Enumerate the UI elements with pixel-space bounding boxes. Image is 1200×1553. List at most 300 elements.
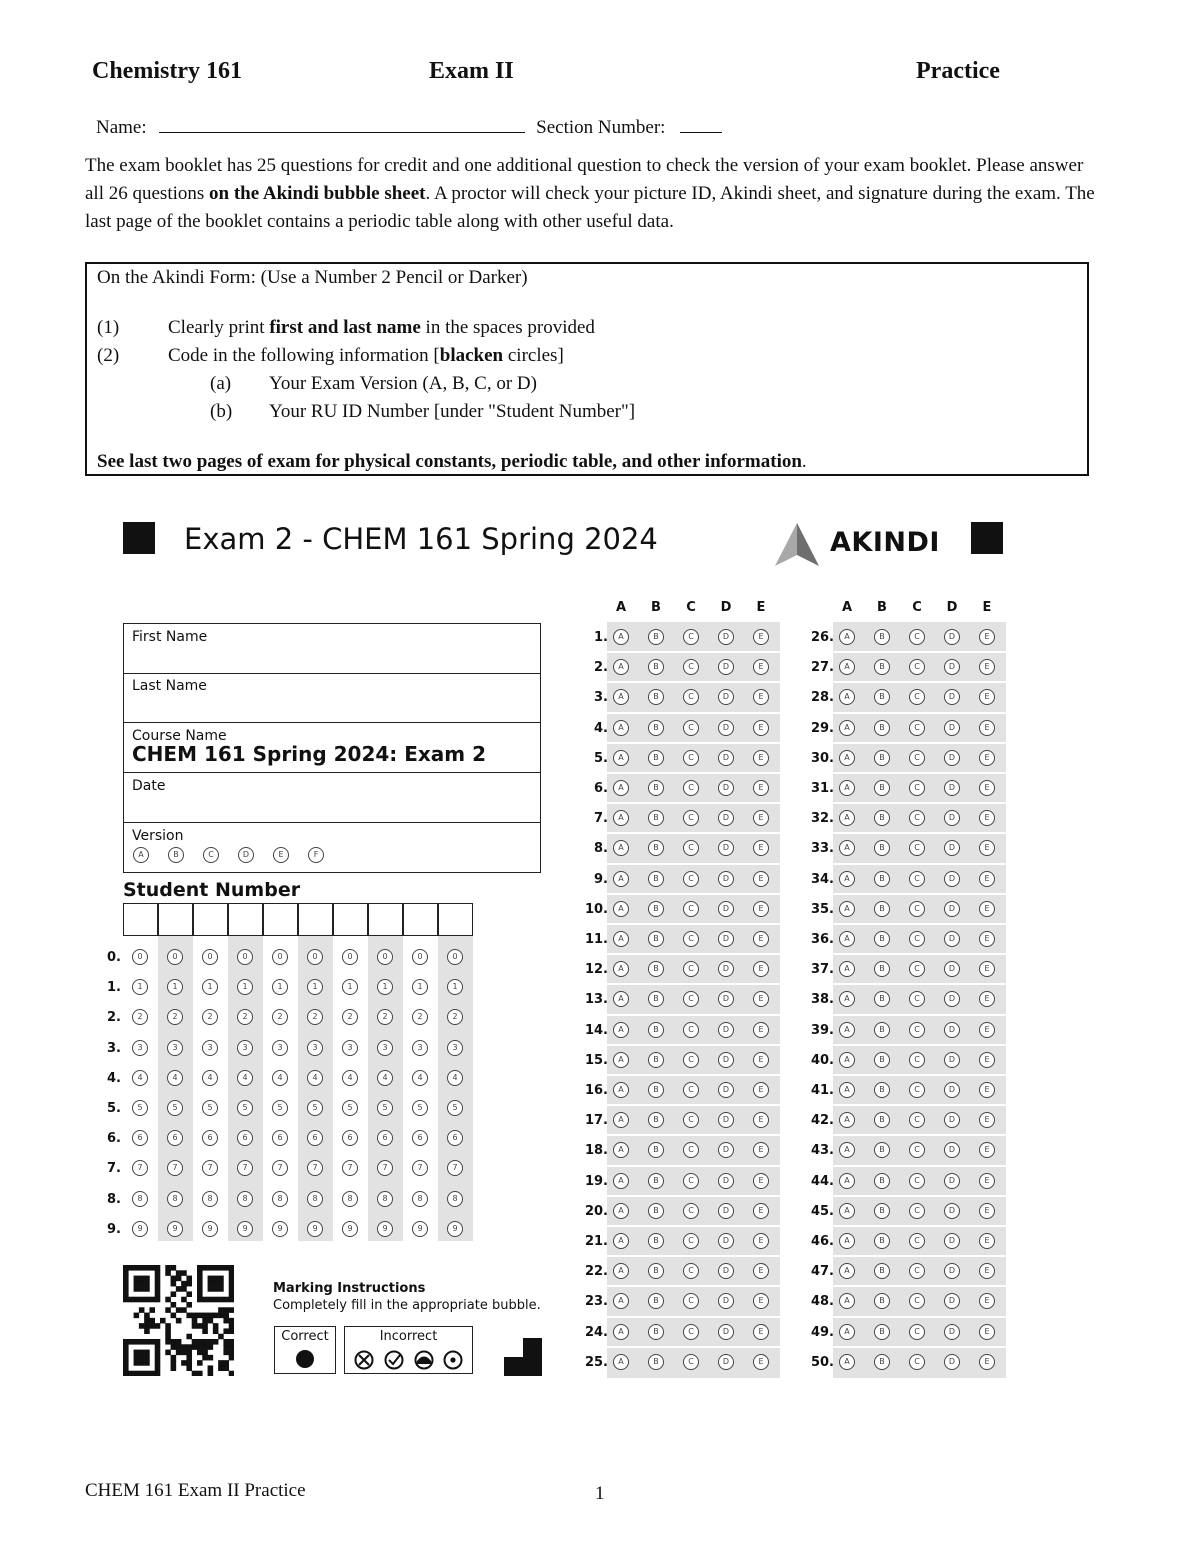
answer-bubble[interactable]: A [839, 659, 855, 675]
digit-bubble[interactable]: 6 [447, 1130, 463, 1146]
student-number-box[interactable] [368, 903, 403, 936]
answer-bubble[interactable]: D [718, 871, 734, 887]
answer-bubble[interactable]: B [874, 659, 890, 675]
digit-bubble[interactable]: 4 [237, 1070, 253, 1086]
answer-bubble[interactable]: C [909, 659, 925, 675]
answer-bubble[interactable]: A [839, 961, 855, 977]
answer-bubble[interactable]: C [683, 991, 699, 1007]
answer-bubble[interactable]: E [979, 780, 995, 796]
answer-bubble[interactable]: D [718, 689, 734, 705]
answer-bubble[interactable]: A [613, 1354, 629, 1370]
answer-bubble[interactable]: A [839, 780, 855, 796]
digit-bubble[interactable]: 6 [202, 1130, 218, 1146]
digit-bubble[interactable]: 3 [447, 1040, 463, 1056]
answer-bubble[interactable]: C [909, 961, 925, 977]
digit-bubble[interactable]: 4 [342, 1070, 358, 1086]
digit-bubble[interactable]: 0 [237, 949, 253, 965]
student-number-box[interactable] [403, 903, 438, 936]
answer-bubble[interactable]: A [839, 1203, 855, 1219]
answer-bubble[interactable]: E [753, 1233, 769, 1249]
answer-bubble[interactable]: D [944, 1233, 960, 1249]
answer-bubble[interactable]: B [648, 629, 664, 645]
answer-bubble[interactable]: D [718, 810, 734, 826]
answer-bubble[interactable]: D [944, 991, 960, 1007]
digit-bubble[interactable]: 3 [132, 1040, 148, 1056]
digit-bubble[interactable]: 9 [272, 1221, 288, 1237]
version-bubble[interactable]: D [238, 847, 254, 863]
student-number-box[interactable] [228, 903, 263, 936]
answer-bubble[interactable]: A [613, 931, 629, 947]
answer-bubble[interactable]: B [648, 840, 664, 856]
answer-bubble[interactable]: A [839, 1142, 855, 1158]
answer-bubble[interactable]: B [648, 1173, 664, 1189]
answer-bubble[interactable]: D [944, 1173, 960, 1189]
answer-bubble[interactable]: D [718, 1052, 734, 1068]
student-number-box[interactable] [333, 903, 368, 936]
answer-bubble[interactable]: B [648, 689, 664, 705]
answer-bubble[interactable]: E [979, 750, 995, 766]
answer-bubble[interactable]: C [909, 1324, 925, 1340]
answer-bubble[interactable]: C [909, 901, 925, 917]
answer-bubble[interactable]: B [648, 871, 664, 887]
digit-bubble[interactable]: 8 [447, 1191, 463, 1207]
answer-bubble[interactable]: E [979, 1263, 995, 1279]
digit-bubble[interactable]: 2 [307, 1009, 323, 1025]
answer-bubble[interactable]: E [753, 1173, 769, 1189]
digit-bubble[interactable]: 9 [447, 1221, 463, 1237]
answer-bubble[interactable]: A [613, 1203, 629, 1219]
answer-bubble[interactable]: B [874, 780, 890, 796]
answer-bubble[interactable]: D [718, 1263, 734, 1279]
answer-bubble[interactable]: E [979, 931, 995, 947]
digit-bubble[interactable]: 5 [307, 1100, 323, 1116]
digit-bubble[interactable]: 0 [412, 949, 428, 965]
answer-bubble[interactable]: E [753, 1354, 769, 1370]
answer-bubble[interactable]: C [909, 871, 925, 887]
digit-bubble[interactable]: 1 [342, 979, 358, 995]
answer-bubble[interactable]: A [839, 1112, 855, 1128]
answer-bubble[interactable]: D [718, 901, 734, 917]
answer-bubble[interactable]: B [648, 931, 664, 947]
digit-bubble[interactable]: 5 [342, 1100, 358, 1116]
answer-bubble[interactable]: C [683, 1022, 699, 1038]
answer-bubble[interactable]: D [718, 720, 734, 736]
answer-bubble[interactable]: A [839, 871, 855, 887]
answer-bubble[interactable]: E [979, 840, 995, 856]
answer-bubble[interactable]: A [839, 991, 855, 1007]
answer-bubble[interactable]: D [718, 1112, 734, 1128]
answer-bubble[interactable]: B [648, 1082, 664, 1098]
answer-bubble[interactable]: D [944, 659, 960, 675]
version-bubble[interactable]: F [308, 847, 324, 863]
answer-bubble[interactable]: C [683, 810, 699, 826]
answer-bubble[interactable]: B [648, 1022, 664, 1038]
student-number-box[interactable] [298, 903, 333, 936]
digit-bubble[interactable]: 2 [237, 1009, 253, 1025]
answer-bubble[interactable]: D [718, 1233, 734, 1249]
digit-bubble[interactable]: 5 [132, 1100, 148, 1116]
digit-bubble[interactable]: 9 [237, 1221, 253, 1237]
answer-bubble[interactable]: E [753, 1142, 769, 1158]
answer-bubble[interactable]: B [874, 961, 890, 977]
answer-bubble[interactable]: E [753, 961, 769, 977]
student-number-box[interactable] [193, 903, 228, 936]
answer-bubble[interactable]: B [648, 991, 664, 1007]
digit-bubble[interactable]: 1 [377, 979, 393, 995]
digit-bubble[interactable]: 9 [342, 1221, 358, 1237]
answer-bubble[interactable]: D [944, 1203, 960, 1219]
answer-bubble[interactable]: C [909, 1354, 925, 1370]
answer-bubble[interactable]: D [718, 629, 734, 645]
section-blank[interactable] [680, 116, 722, 133]
digit-bubble[interactable]: 6 [342, 1130, 358, 1146]
digit-bubble[interactable]: 3 [167, 1040, 183, 1056]
answer-bubble[interactable]: D [944, 1263, 960, 1279]
answer-bubble[interactable]: B [874, 901, 890, 917]
field-first-name[interactable] [123, 623, 541, 674]
answer-bubble[interactable]: C [683, 689, 699, 705]
digit-bubble[interactable]: 9 [202, 1221, 218, 1237]
answer-bubble[interactable]: C [683, 1112, 699, 1128]
digit-bubble[interactable]: 3 [412, 1040, 428, 1056]
digit-bubble[interactable]: 1 [132, 979, 148, 995]
answer-bubble[interactable]: A [839, 810, 855, 826]
digit-bubble[interactable]: 4 [132, 1070, 148, 1086]
digit-bubble[interactable]: 2 [272, 1009, 288, 1025]
digit-bubble[interactable]: 7 [412, 1160, 428, 1176]
answer-bubble[interactable]: E [979, 1142, 995, 1158]
answer-bubble[interactable]: D [718, 1142, 734, 1158]
digit-bubble[interactable]: 1 [202, 979, 218, 995]
answer-bubble[interactable]: B [874, 1324, 890, 1340]
answer-bubble[interactable]: C [683, 1173, 699, 1189]
digit-bubble[interactable]: 8 [307, 1191, 323, 1207]
answer-bubble[interactable]: D [718, 750, 734, 766]
answer-bubble[interactable]: C [909, 1082, 925, 1098]
answer-bubble[interactable]: B [648, 1052, 664, 1068]
answer-bubble[interactable]: E [979, 1354, 995, 1370]
digit-bubble[interactable]: 2 [202, 1009, 218, 1025]
answer-bubble[interactable]: B [874, 991, 890, 1007]
digit-bubble[interactable]: 9 [412, 1221, 428, 1237]
digit-bubble[interactable]: 7 [447, 1160, 463, 1176]
digit-bubble[interactable]: 7 [202, 1160, 218, 1176]
answer-bubble[interactable]: A [613, 1112, 629, 1128]
digit-bubble[interactable]: 4 [202, 1070, 218, 1086]
version-bubble[interactable]: C [203, 847, 219, 863]
answer-bubble[interactable]: E [753, 659, 769, 675]
student-number-box[interactable] [263, 903, 298, 936]
answer-bubble[interactable]: A [613, 901, 629, 917]
answer-bubble[interactable]: D [944, 629, 960, 645]
answer-bubble[interactable]: B [874, 840, 890, 856]
digit-bubble[interactable]: 1 [272, 979, 288, 995]
answer-bubble[interactable]: E [753, 991, 769, 1007]
answer-bubble[interactable]: E [753, 1324, 769, 1340]
digit-bubble[interactable]: 8 [342, 1191, 358, 1207]
answer-bubble[interactable]: A [839, 1293, 855, 1309]
answer-bubble[interactable]: E [979, 1173, 995, 1189]
answer-bubble[interactable]: A [613, 689, 629, 705]
answer-bubble[interactable]: C [909, 840, 925, 856]
digit-bubble[interactable]: 6 [377, 1130, 393, 1146]
answer-bubble[interactable]: D [944, 1142, 960, 1158]
answer-bubble[interactable]: B [648, 901, 664, 917]
answer-bubble[interactable]: A [839, 1082, 855, 1098]
answer-bubble[interactable]: A [613, 1233, 629, 1249]
answer-bubble[interactable]: A [839, 1173, 855, 1189]
digit-bubble[interactable]: 7 [307, 1160, 323, 1176]
answer-bubble[interactable]: D [718, 1293, 734, 1309]
digit-bubble[interactable]: 0 [167, 949, 183, 965]
name-blank[interactable] [159, 116, 525, 133]
answer-bubble[interactable]: A [839, 901, 855, 917]
digit-bubble[interactable]: 3 [307, 1040, 323, 1056]
digit-bubble[interactable]: 5 [272, 1100, 288, 1116]
answer-bubble[interactable]: E [753, 780, 769, 796]
answer-bubble[interactable]: A [613, 750, 629, 766]
answer-bubble[interactable]: D [718, 1082, 734, 1098]
student-number-box[interactable] [123, 903, 158, 936]
digit-bubble[interactable]: 3 [237, 1040, 253, 1056]
answer-bubble[interactable]: B [874, 1173, 890, 1189]
answer-bubble[interactable]: B [648, 961, 664, 977]
answer-bubble[interactable]: E [753, 750, 769, 766]
answer-bubble[interactable]: A [613, 1263, 629, 1279]
answer-bubble[interactable]: B [874, 1142, 890, 1158]
digit-bubble[interactable]: 6 [237, 1130, 253, 1146]
answer-bubble[interactable]: C [909, 1142, 925, 1158]
answer-bubble[interactable]: C [909, 750, 925, 766]
answer-bubble[interactable]: D [944, 1293, 960, 1309]
digit-bubble[interactable]: 0 [377, 949, 393, 965]
version-bubble[interactable]: B [168, 847, 184, 863]
answer-bubble[interactable]: B [648, 810, 664, 826]
answer-bubble[interactable]: B [648, 720, 664, 736]
answer-bubble[interactable]: E [979, 1203, 995, 1219]
answer-bubble[interactable]: C [683, 720, 699, 736]
answer-bubble[interactable]: C [683, 931, 699, 947]
digit-bubble[interactable]: 5 [412, 1100, 428, 1116]
answer-bubble[interactable]: A [613, 1324, 629, 1340]
answer-bubble[interactable]: A [613, 629, 629, 645]
answer-bubble[interactable]: B [874, 1112, 890, 1128]
version-bubble[interactable]: A [133, 847, 149, 863]
digit-bubble[interactable]: 2 [167, 1009, 183, 1025]
answer-bubble[interactable]: A [613, 1052, 629, 1068]
answer-bubble[interactable]: D [944, 689, 960, 705]
answer-bubble[interactable]: C [909, 1263, 925, 1279]
answer-bubble[interactable]: D [944, 810, 960, 826]
answer-bubble[interactable]: B [874, 720, 890, 736]
field-course-name[interactable] [123, 723, 541, 773]
digit-bubble[interactable]: 2 [342, 1009, 358, 1025]
digit-bubble[interactable]: 7 [237, 1160, 253, 1176]
digit-bubble[interactable]: 7 [167, 1160, 183, 1176]
digit-bubble[interactable]: 1 [412, 979, 428, 995]
answer-bubble[interactable]: A [613, 871, 629, 887]
answer-bubble[interactable]: C [683, 659, 699, 675]
digit-bubble[interactable]: 4 [377, 1070, 393, 1086]
field-date[interactable] [123, 773, 541, 823]
answer-bubble[interactable]: C [909, 1052, 925, 1068]
answer-bubble[interactable]: C [683, 1324, 699, 1340]
digit-bubble[interactable]: 6 [412, 1130, 428, 1146]
answer-bubble[interactable]: B [648, 1203, 664, 1219]
answer-bubble[interactable]: C [909, 1233, 925, 1249]
digit-bubble[interactable]: 1 [307, 979, 323, 995]
digit-bubble[interactable]: 8 [167, 1191, 183, 1207]
answer-bubble[interactable]: A [839, 689, 855, 705]
answer-bubble[interactable]: B [874, 871, 890, 887]
answer-bubble[interactable]: D [944, 1112, 960, 1128]
digit-bubble[interactable]: 3 [272, 1040, 288, 1056]
answer-bubble[interactable]: C [909, 720, 925, 736]
answer-bubble[interactable]: D [718, 1173, 734, 1189]
answer-bubble[interactable]: A [613, 810, 629, 826]
digit-bubble[interactable]: 2 [412, 1009, 428, 1025]
answer-bubble[interactable]: A [839, 1324, 855, 1340]
digit-bubble[interactable]: 9 [377, 1221, 393, 1237]
answer-bubble[interactable]: D [944, 931, 960, 947]
answer-bubble[interactable]: E [753, 689, 769, 705]
answer-bubble[interactable]: B [648, 1263, 664, 1279]
answer-bubble[interactable]: E [753, 1082, 769, 1098]
answer-bubble[interactable]: D [718, 1324, 734, 1340]
digit-bubble[interactable]: 8 [237, 1191, 253, 1207]
answer-bubble[interactable]: C [909, 1293, 925, 1309]
answer-bubble[interactable]: E [753, 840, 769, 856]
answer-bubble[interactable]: E [753, 1022, 769, 1038]
answer-bubble[interactable]: C [909, 1112, 925, 1128]
version-bubble[interactable]: E [273, 847, 289, 863]
answer-bubble[interactable]: A [613, 659, 629, 675]
answer-bubble[interactable]: E [979, 720, 995, 736]
answer-bubble[interactable]: A [839, 931, 855, 947]
answer-bubble[interactable]: D [944, 750, 960, 766]
digit-bubble[interactable]: 0 [307, 949, 323, 965]
answer-bubble[interactable]: B [874, 1082, 890, 1098]
answer-bubble[interactable]: D [718, 1022, 734, 1038]
answer-bubble[interactable]: C [909, 991, 925, 1007]
answer-bubble[interactable]: A [839, 629, 855, 645]
answer-bubble[interactable]: D [718, 659, 734, 675]
answer-bubble[interactable]: A [839, 1233, 855, 1249]
answer-bubble[interactable]: A [839, 840, 855, 856]
answer-bubble[interactable]: D [944, 961, 960, 977]
answer-bubble[interactable]: B [648, 1233, 664, 1249]
answer-bubble[interactable]: C [909, 1022, 925, 1038]
digit-bubble[interactable]: 7 [342, 1160, 358, 1176]
answer-bubble[interactable]: E [753, 871, 769, 887]
answer-bubble[interactable]: D [718, 1354, 734, 1370]
answer-bubble[interactable]: B [648, 750, 664, 766]
answer-bubble[interactable]: B [874, 810, 890, 826]
digit-bubble[interactable]: 8 [412, 1191, 428, 1207]
answer-bubble[interactable]: A [613, 1082, 629, 1098]
digit-bubble[interactable]: 4 [307, 1070, 323, 1086]
digit-bubble[interactable]: 8 [377, 1191, 393, 1207]
field-last-name[interactable] [123, 673, 541, 723]
answer-bubble[interactable]: B [648, 1324, 664, 1340]
answer-bubble[interactable]: E [979, 991, 995, 1007]
digit-bubble[interactable]: 5 [167, 1100, 183, 1116]
answer-bubble[interactable]: D [718, 931, 734, 947]
answer-bubble[interactable]: B [874, 1293, 890, 1309]
answer-bubble[interactable]: E [753, 1263, 769, 1279]
answer-bubble[interactable]: B [874, 1263, 890, 1279]
answer-bubble[interactable]: B [874, 931, 890, 947]
digit-bubble[interactable]: 0 [342, 949, 358, 965]
answer-bubble[interactable]: E [979, 1293, 995, 1309]
answer-bubble[interactable]: E [979, 901, 995, 917]
answer-bubble[interactable]: B [874, 629, 890, 645]
digit-bubble[interactable]: 0 [447, 949, 463, 965]
answer-bubble[interactable]: B [648, 1142, 664, 1158]
answer-bubble[interactable]: B [648, 1293, 664, 1309]
answer-bubble[interactable]: C [683, 1354, 699, 1370]
answer-bubble[interactable]: D [944, 871, 960, 887]
digit-bubble[interactable]: 6 [132, 1130, 148, 1146]
digit-bubble[interactable]: 4 [167, 1070, 183, 1086]
answer-bubble[interactable]: C [683, 1293, 699, 1309]
answer-bubble[interactable]: C [909, 780, 925, 796]
answer-bubble[interactable]: E [753, 1112, 769, 1128]
answer-bubble[interactable]: C [909, 1173, 925, 1189]
answer-bubble[interactable]: D [718, 840, 734, 856]
answer-bubble[interactable]: C [909, 810, 925, 826]
student-number-box[interactable] [438, 903, 473, 936]
answer-bubble[interactable]: C [683, 780, 699, 796]
answer-bubble[interactable]: C [683, 840, 699, 856]
answer-bubble[interactable]: E [979, 1324, 995, 1340]
answer-bubble[interactable]: E [979, 659, 995, 675]
digit-bubble[interactable]: 0 [132, 949, 148, 965]
answer-bubble[interactable]: E [979, 1082, 995, 1098]
answer-bubble[interactable]: B [648, 1354, 664, 1370]
digit-bubble[interactable]: 2 [447, 1009, 463, 1025]
answer-bubble[interactable]: E [979, 1052, 995, 1068]
answer-bubble[interactable]: E [979, 1022, 995, 1038]
answer-bubble[interactable]: A [839, 1052, 855, 1068]
digit-bubble[interactable]: 5 [202, 1100, 218, 1116]
answer-bubble[interactable]: C [909, 1203, 925, 1219]
answer-bubble[interactable]: C [683, 961, 699, 977]
answer-bubble[interactable]: E [753, 1052, 769, 1068]
answer-bubble[interactable]: B [874, 1052, 890, 1068]
digit-bubble[interactable]: 7 [377, 1160, 393, 1176]
answer-bubble[interactable]: A [613, 1293, 629, 1309]
answer-bubble[interactable]: C [683, 871, 699, 887]
answer-bubble[interactable]: A [613, 1142, 629, 1158]
answer-bubble[interactable]: E [979, 961, 995, 977]
answer-bubble[interactable]: E [753, 629, 769, 645]
answer-bubble[interactable]: A [839, 720, 855, 736]
answer-bubble[interactable]: A [839, 750, 855, 766]
answer-bubble[interactable]: A [839, 1354, 855, 1370]
answer-bubble[interactable]: C [909, 629, 925, 645]
answer-bubble[interactable]: A [613, 1022, 629, 1038]
answer-bubble[interactable]: C [909, 689, 925, 705]
answer-bubble[interactable]: E [753, 1203, 769, 1219]
answer-bubble[interactable]: A [613, 720, 629, 736]
digit-bubble[interactable]: 4 [412, 1070, 428, 1086]
digit-bubble[interactable]: 5 [237, 1100, 253, 1116]
answer-bubble[interactable]: E [753, 1293, 769, 1309]
answer-bubble[interactable]: E [979, 871, 995, 887]
student-number-box[interactable] [158, 903, 193, 936]
answer-bubble[interactable]: A [839, 1263, 855, 1279]
